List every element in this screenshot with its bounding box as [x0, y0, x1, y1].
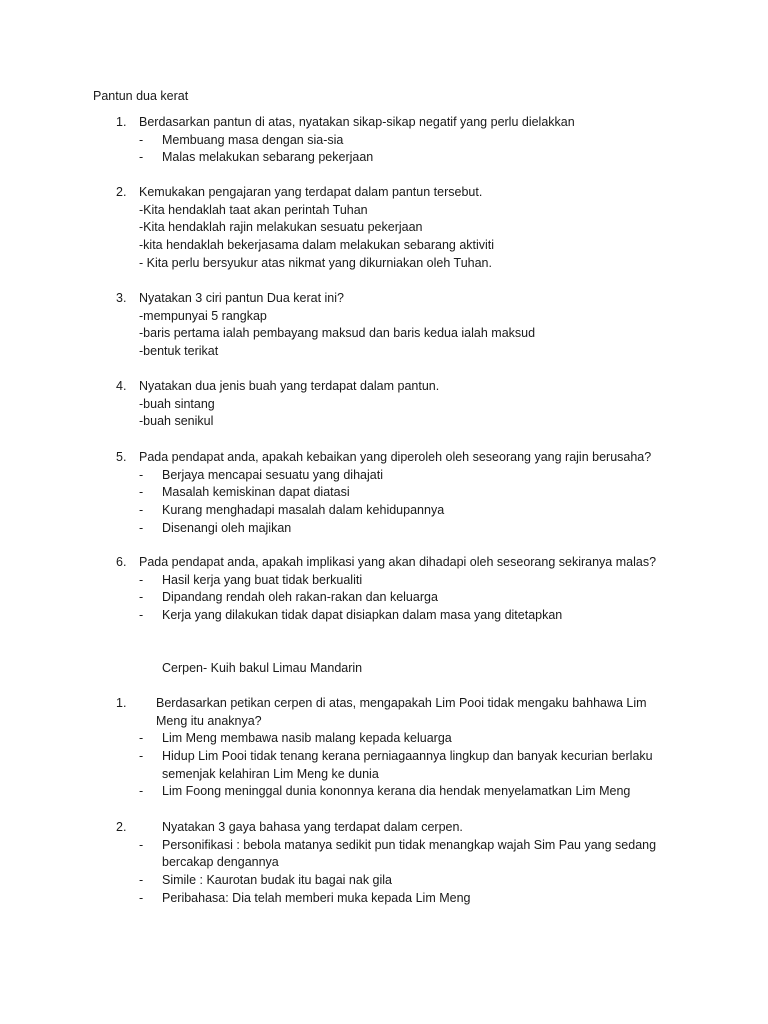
question-6 — [0, 554, 768, 625]
section-title-pantun: Pantun dua kerat — [93, 89, 189, 103]
bullet-item: Disenangi oleh majikan — [162, 520, 292, 535]
bullet-dash: - — [139, 608, 144, 623]
bullet-item: Membuang masa dengan sia-sia — [162, 132, 344, 147]
question-number: 2. — [116, 185, 127, 199]
bullet-dash: - — [139, 150, 144, 165]
answer-line: -baris pertama ialah pembayang maksud dan baris kedua ialah maksud — [139, 326, 536, 341]
answer-line: -Kita hendaklah rajin melakukan sesuatu pekerjaan — [139, 220, 423, 235]
question-2 — [0, 184, 768, 272]
bullet-dash: - — [139, 784, 144, 799]
question-number: 2. — [116, 820, 127, 834]
bullet-item: Kerja yang dilakukan tidak dapat disiapkan dalam masa yang ditetapkan — [162, 608, 563, 623]
question-text: Berdasarkan petikan cerpen di atas, mengapakah Lim Pooi tidak mengaku bahhawa Lim — [156, 696, 647, 710]
bullet-dash: - — [139, 873, 144, 888]
bullet-dash: - — [139, 590, 144, 605]
bullet-dash: - — [139, 520, 144, 535]
question-text-continued: Meng itu anaknya? — [156, 713, 262, 728]
question-text: Kemukakan pengajaran yang terdapat dalam pantun tersebut. — [139, 185, 483, 199]
question-text: Nyatakan dua jenis buah yang terdapat dalam pantun. — [139, 379, 440, 393]
answer-line: - Kita perlu bersyukur atas nikmat yang dikurniakan oleh Tuhan. — [139, 255, 492, 270]
question-text: Pada pendapat anda, apakah implikasi yang akan dihadapi oleh seseorang sekiranya malas? — [139, 555, 657, 569]
cerpen-question-2 — [0, 819, 768, 907]
question-number: 4. — [116, 379, 127, 393]
bullet-item: Hasil kerja yang buat tidak berkualiti — [162, 572, 363, 587]
bullet-item: Dipandang rendah oleh rakan-rakan dan keluarga — [162, 590, 438, 605]
bullet-item: Hidup Lim Pooi tidak tenang kerana perniagaannya lingkup dan banyak kecurian berlaku — [162, 749, 653, 764]
question-number: 3. — [116, 291, 127, 305]
answer-line: -mempunyai 5 rangkap — [139, 308, 267, 323]
bullet-item: Personifikasi : bebola matanya sedikit pun tidak menangkap wajah Sim Pau yang sedang — [162, 837, 657, 852]
bullet-item: Lim Foong meninggal dunia kononnya kerana dia hendak menyelamatkan Lim Meng — [162, 784, 631, 799]
bullet-dash: - — [139, 485, 144, 500]
question-text: Nyatakan 3 gaya bahasa yang terdapat dalam cerpen. — [162, 820, 463, 834]
bullet-dash: - — [139, 731, 144, 746]
question-number: 5. — [116, 450, 127, 464]
bullet-dash: - — [139, 837, 144, 852]
bullet-dash: - — [139, 132, 144, 147]
question-text: Nyatakan 3 ciri pantun Dua kerat ini? — [139, 291, 344, 305]
cerpen-question-1 — [0, 695, 768, 801]
bullet-item: Lim Meng membawa nasib malang kepada keluarga — [162, 731, 452, 746]
question-number: 1. — [116, 696, 127, 710]
answer-line: -buah senikul — [139, 414, 214, 429]
question-text: Pada pendapat anda, apakah kebaikan yang diperoleh oleh seseorang yang rajin berusaha? — [139, 450, 652, 464]
question-3 — [0, 290, 768, 361]
answer-line: -buah sintang — [139, 396, 215, 411]
bullet-dash: - — [139, 749, 144, 764]
question-4 — [0, 378, 768, 431]
answer-line: -kita hendaklah bekerjasama dalam melakukan sebarang aktiviti — [139, 238, 495, 253]
bullet-item: Berjaya mencapai sesuatu yang dihajati — [162, 467, 383, 482]
answer-line: -Kita hendaklah taat akan perintah Tuhan — [139, 202, 368, 217]
bullet-dash: - — [139, 890, 144, 905]
bullet-item: Masalah kemiskinan dapat diatasi — [162, 485, 350, 500]
bullet-item: Kurang menghadapi masalah dalam kehidupannya — [162, 503, 445, 518]
bullet-dash: - — [139, 572, 144, 587]
bullet-item: Malas melakukan sebarang pekerjaan — [162, 150, 374, 165]
bullet-item: Peribahasa: Dia telah memberi muka kepada Lim Meng — [162, 890, 471, 905]
question-number: 6. — [116, 555, 127, 569]
bullet-item-continued: semenjak kelahiran Lim Meng ke dunia — [162, 766, 379, 781]
bullet-item: Simile : Kaurotan budak itu bagai nak gila — [162, 873, 393, 888]
question-1 — [0, 114, 768, 167]
question-5 — [0, 449, 768, 537]
bullet-item-continued: bercakap dengannya — [162, 855, 279, 870]
question-number: 1. — [116, 115, 127, 129]
section-title-cerpen: Cerpen- Kuih bakul Limau Mandarin — [162, 661, 363, 675]
answer-line: -bentuk terikat — [139, 344, 219, 359]
question-text: Berdasarkan pantun di atas, nyatakan sikap-sikap negatif yang perlu dielakkan — [139, 115, 575, 129]
bullet-dash: - — [139, 503, 144, 518]
bullet-dash: - — [139, 467, 144, 482]
